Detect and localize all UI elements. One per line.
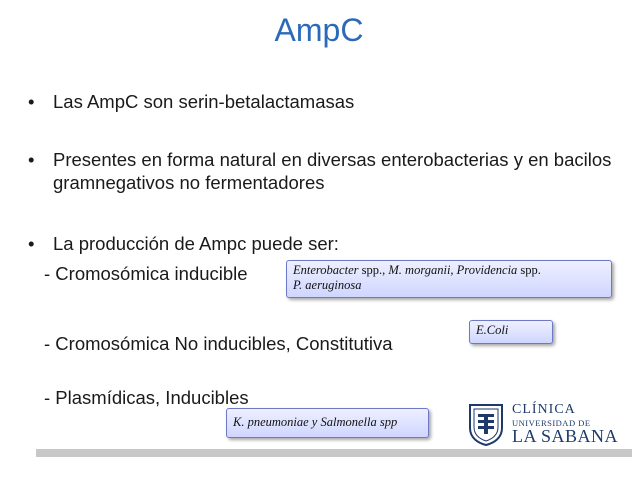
- tag-species-text: M. morganii, Providencia: [388, 263, 518, 277]
- logo-line-clinica: CLÍNICA: [512, 402, 576, 417]
- sub-item-cromosomica-no-inducible: - Cromosómica No inducibles, Constitutiva: [44, 333, 393, 354]
- bullet-marker: •: [28, 233, 35, 254]
- sub-item-cromosomica-inducible: - Cromosómica inducible: [44, 263, 248, 284]
- bullet-marker: •: [28, 91, 35, 112]
- logo-line-universidad: UNIVERSIDAD DE: [512, 418, 591, 428]
- organism-tag-line2: P. aeruginosa: [293, 278, 362, 292]
- tag-spp-text: spp.: [517, 263, 541, 277]
- university-seal-icon: [466, 402, 506, 446]
- bullet-text: Presentes en forma natural en diversas enterobacterias y en bacilos gramnegativos no fermentadores: [53, 149, 612, 193]
- bullet-item: [28, 232, 339, 255]
- footer-bar: [36, 449, 632, 457]
- logo-line-la-sabana: LA SABANA: [512, 426, 619, 446]
- clinica-universidad-de-la-sabana-logo: [466, 402, 626, 446]
- organism-tag-inducible: [286, 260, 612, 298]
- tag-spp-text: spp.,: [358, 263, 389, 277]
- organism-tag-constitutiva: E.Coli: [469, 320, 553, 344]
- bullet-item: [28, 148, 628, 194]
- bullet-text: La producción de Ampc puede ser:: [53, 233, 339, 254]
- bullet-text: Las AmpC son serin-betalactamasas: [53, 91, 355, 112]
- organism-tag-line1: [293, 263, 605, 278]
- bullet-marker: •: [28, 149, 35, 170]
- bullet-item: [28, 90, 354, 113]
- slide-title: AmpC: [274, 12, 364, 48]
- sub-item-plasmidicas: - Plasmídicas, Inducibles: [44, 387, 249, 408]
- tag-genus-enterobacter: Enterobacter: [293, 263, 359, 277]
- organism-tag-plasmidicas: K. pneumoniae y Salmonella spp: [226, 408, 429, 438]
